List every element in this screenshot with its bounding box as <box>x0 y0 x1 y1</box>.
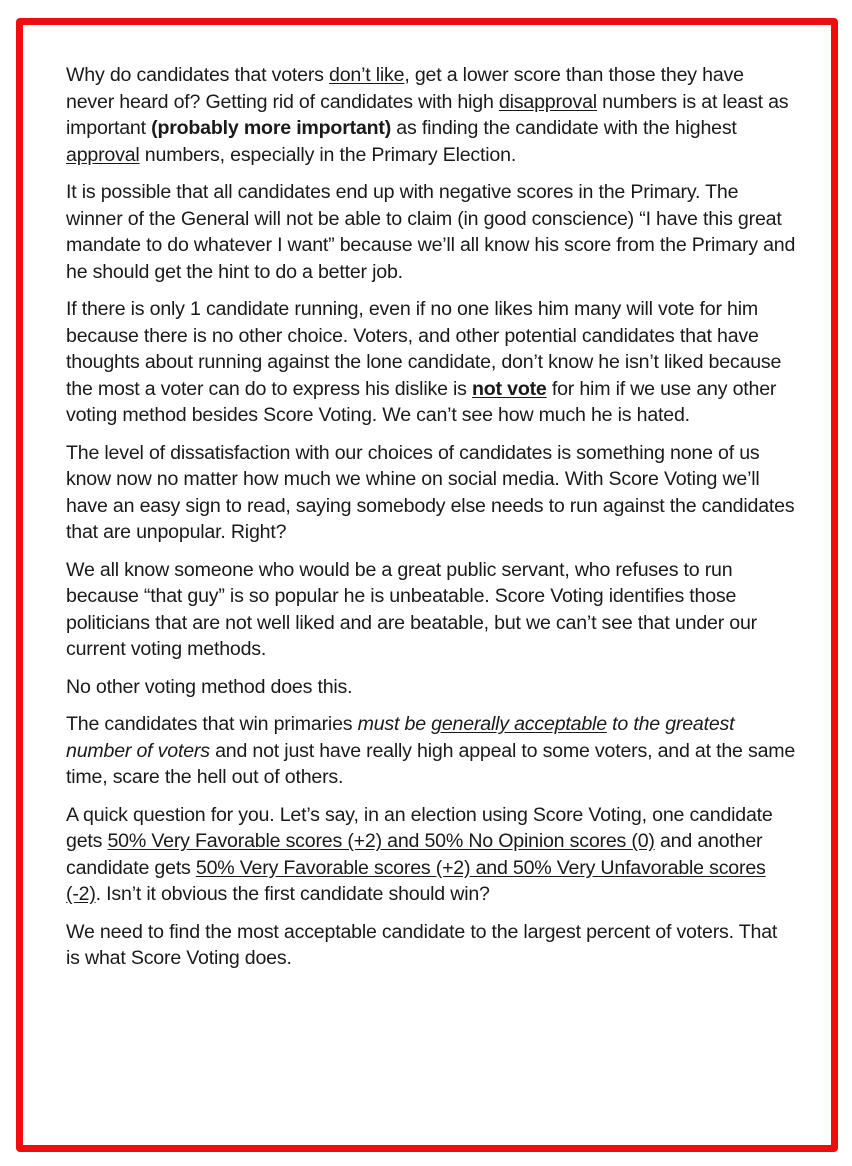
underlined-text: 50% Very Favorable scores (+2) and 50% No Opinion scores (0) <box>107 830 655 852</box>
paragraph-3 <box>66 296 796 429</box>
text-run: , get a lower score than those they have never heard of? Getting rid of candidates with high <box>66 64 744 113</box>
paragraph-8 <box>66 802 796 908</box>
text-run: The level of dissatisfaction with our choices of candidates is something none of us know now no matter how much we whine on social media. With Score Voting we’ll have an easy sign to read, saying somebody else needs to run against the candidates that are unpopular. Right? <box>66 441 795 543</box>
text-run: Why do candidates that voters <box>66 64 330 86</box>
text-run: and another candidate gets <box>66 830 763 879</box>
text-run: numbers is at least as important <box>66 90 789 139</box>
text-run: . Isn’t it obvious the first candidate should win? <box>95 883 490 905</box>
underlined-text: don’t like <box>329 64 405 86</box>
text-run: numbers, especially in the Primary Election. <box>139 143 517 166</box>
paragraph-7 <box>66 711 796 791</box>
text-run: If there is only 1 candidate running, even if no one likes him many will vote for him because there is no other choice. Voters, and other potential candidates that have thoughts about running against the lone candidate, don’t know he isn’t liked because the most a voter can do to express his dislike is <box>66 298 782 400</box>
text-run: as finding the candidate with the highest <box>391 117 737 139</box>
underlined-text: approval <box>66 143 140 166</box>
text-run: We need to find the most acceptable candidate to the largest percent of voters. That is what Score Voting does. <box>66 920 778 969</box>
text-run: for him if we use any other voting method besides Score Voting. We can’t see how much he is hated. <box>66 377 777 426</box>
italic-underlined-text: generally acceptable <box>431 713 607 735</box>
paragraph-4 <box>66 440 796 546</box>
paragraph-5 <box>66 557 796 663</box>
paragraph-9 <box>66 919 796 972</box>
text-run: It is possible that all candidates end up with negative scores in the Primary. The winner of the General will not be able to claim (in good conscience) “I have this great mandate to do whatever I want” because we’ll all know his score from the Primary and he should get the hint to do a better job. <box>66 181 796 283</box>
paragraph-6 <box>66 674 796 701</box>
italic-text: must be <box>357 713 432 735</box>
text-run: The candidates that win primaries <box>66 713 358 735</box>
bold-underlined-text: not vote <box>472 377 547 400</box>
underlined-text: disapproval <box>498 90 597 113</box>
paragraph-2 <box>66 179 796 285</box>
text-run: A quick question for you. Let’s say, in an election using Score Voting, one candidate gets <box>66 803 773 852</box>
text-run: We all know someone who would be a great public servant, who refuses to run because “that guy” is so popular he is unbeatable. Score Voting identifies those politicians that are not well liked and are beatable, but we can’t see that under our current voting methods. <box>66 558 757 660</box>
text-run: No other voting method does this. <box>66 675 353 698</box>
paragraph-1 <box>66 62 796 168</box>
bold-text: (probably more important) <box>151 117 392 139</box>
underlined-text: 50% Very Favorable scores (+2) and 50% Very Unfavorable scores (-2) <box>66 856 766 905</box>
italic-text: to the greatest number of voters <box>66 713 735 762</box>
text-run: and not just have really high appeal to some voters, and at the same time, scare the hell out of others. <box>66 739 796 788</box>
document-body <box>66 62 796 983</box>
